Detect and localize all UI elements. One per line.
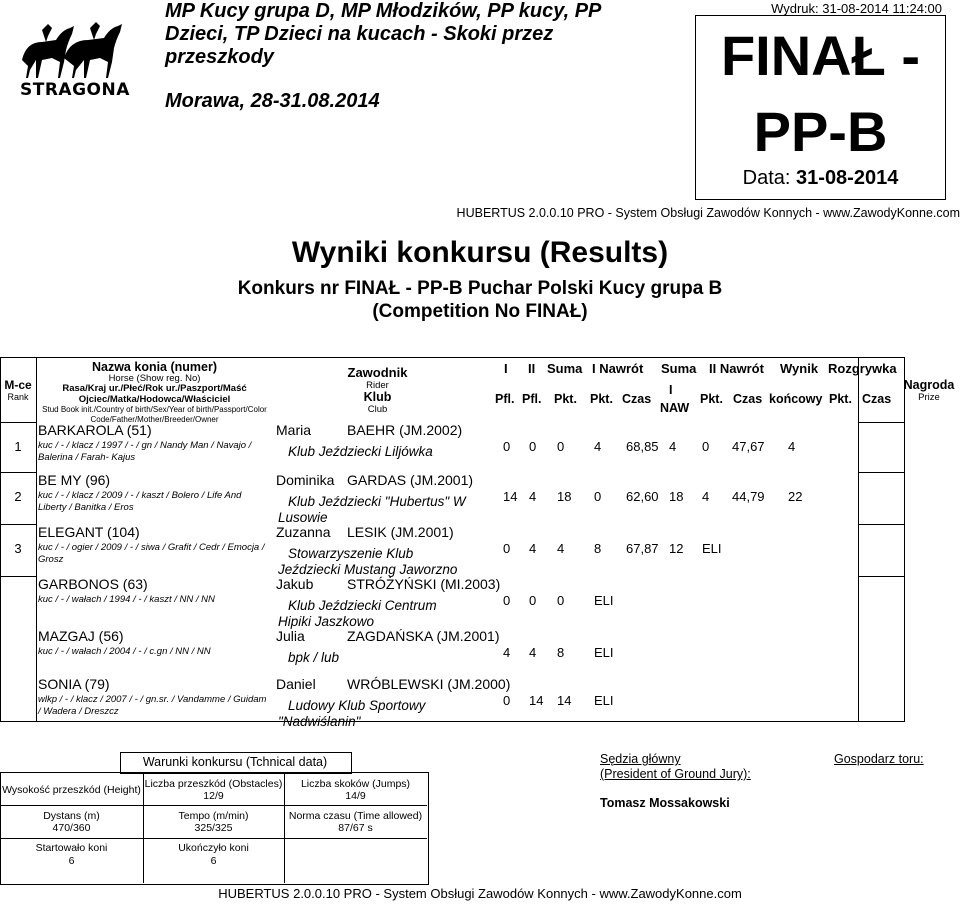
row-club: Klub Jeździecki Centrum Hipiki Jaszkowo <box>278 598 437 629</box>
row-rider-last-name: LESIK (JM.2001) <box>347 524 454 540</box>
table-border-prize <box>858 357 859 721</box>
row-rider-first-name: Jakub <box>276 576 314 592</box>
obstacles-label: Liczba przeszkód (Obstacles) <box>144 778 283 790</box>
started-label: Startowało koni <box>35 842 108 854</box>
col-wynik: Wynik <box>780 361 819 376</box>
col-pkt1: Pkt. <box>554 392 577 406</box>
row-value: 47,67 <box>732 439 765 454</box>
jumps-value: 14/9 <box>345 790 366 802</box>
row-sep-1-prize <box>858 472 904 473</box>
col-pfl1: Pfl. <box>495 392 515 406</box>
row-sep-3-prize <box>858 576 904 577</box>
logo-text: STRAGONA <box>20 80 130 100</box>
row-value: ELI <box>594 693 614 708</box>
height-label: Wysokość przeszkód (Height) <box>2 784 141 796</box>
final-title <box>696 26 945 162</box>
final-date <box>696 167 945 190</box>
distance-label: Dystans (m) <box>43 810 100 822</box>
row-value: ELI <box>594 593 614 608</box>
row-club: Stowarzyszenie Klub Jeździecki Mustang Jaworzno <box>278 546 458 577</box>
row-rider-last-name: STRÓŻYŃSKI (MI.2003) <box>347 576 501 592</box>
final-title-line2: PP-B <box>753 100 888 163</box>
date-label: Data: <box>742 167 791 189</box>
col-rider-en: Rider <box>366 380 389 391</box>
row-horse-info: wlkp / - / klacz / 2007 / - / gn.sr. / Vandamme / Guidam / Wadera / Dreszcz <box>38 694 267 717</box>
col-czas3: Czas <box>862 392 892 406</box>
software-info-top: HUBERTUS 2.0.0.10 PRO - System Obsługi Zawodów Konnych - www.ZawodyKonne.com <box>456 206 960 220</box>
row-rider-last-name: GARDAS (JM.2001) <box>347 472 474 488</box>
row-horse-name: BARKAROLA (51) <box>38 422 152 438</box>
row-sep-3 <box>0 576 36 577</box>
row-horse-info: kuc / - / wałach / 2004 / - / c.gn / NN / NN <box>38 646 211 657</box>
row-rider-first-name: Daniel <box>276 676 316 692</box>
rank-header-sep <box>0 422 36 423</box>
row-value: 18 <box>557 489 572 504</box>
col-pkt3: Pkt. <box>700 392 723 406</box>
prize-header-sep <box>858 422 904 423</box>
col-czas1: Czas <box>622 392 652 406</box>
event-place: Morawa, 28-31.08.2014 <box>165 90 380 112</box>
time-allowed-value: 87/67 s <box>338 822 373 834</box>
course-designer-label: Gospodarz toru: <box>834 752 924 766</box>
row-value: 67,87 <box>626 541 659 556</box>
col-horse-line3: Ojciec/Matka/Hodowca/Właściciel <box>78 394 231 405</box>
col-club: Klub <box>363 390 392 404</box>
judge-name: Tomasz Mossakowski <box>600 796 730 810</box>
row-rank: 1 <box>14 439 22 454</box>
table-border-left <box>0 357 1 721</box>
row-rider-last-name: WRÓBLEWSKI (JM.2000) <box>347 676 511 692</box>
col-rank-en: Rank <box>7 392 29 402</box>
row-rider-first-name: Julia <box>276 628 305 644</box>
date-value: 31-08-2014 <box>796 167 899 189</box>
row-value: 14 <box>557 693 572 708</box>
row-sep-2-prize <box>858 524 904 525</box>
row-value: 4 <box>557 541 565 556</box>
row-club: bpk / lub <box>288 650 340 665</box>
row-rider-first-name: Dominika <box>276 472 335 488</box>
row-horse-info: kuc / - / wałach / 1994 / - / kaszt / NN / NN <box>38 594 215 605</box>
results-subtitle: Konkurs nr FINAŁ - PP-B Puchar Polski Kucy grupa B <box>237 278 723 299</box>
row-horse-name: ELEGANT (104) <box>38 524 140 540</box>
row-value: 0 <box>702 439 710 454</box>
col-ii-nawrot: II Nawrót <box>709 361 764 376</box>
row-value: 0 <box>557 439 565 454</box>
row-value: ELI <box>594 645 614 660</box>
jumps-label: Liczba skoków (Jumps) <box>300 778 411 790</box>
row-rank: 2 <box>14 489 22 504</box>
row-horse-name: GARBONOS (63) <box>38 576 148 592</box>
event-title: MP Kucy grupa D, MP Młodzików, PP kucy, PP Dzieci, TP Dzieci na kucach - Skoki przez przeszkody <box>165 0 601 68</box>
col-horse: Nazwa konia (numer) <box>91 360 218 374</box>
row-value: 4 <box>594 439 602 454</box>
row-value: ELI <box>702 541 722 556</box>
row-value: 0 <box>557 593 565 608</box>
col-i-nawrot: I Nawrót <box>592 361 644 376</box>
col-club-en: Club <box>367 404 388 415</box>
distance-value: 470/360 <box>52 822 91 834</box>
col-prize-en: Prize <box>918 392 940 403</box>
col-round2: II <box>528 361 536 376</box>
row-horse-info: kuc / - / ogier / 2009 / - / siwa / Grafit / Cedr / Emocja / Grosz <box>38 542 265 565</box>
row-value: 68,85 <box>626 439 659 454</box>
row-value: 44,79 <box>732 489 765 504</box>
final-box <box>695 15 946 200</box>
col-suma: Suma <box>547 361 583 376</box>
row-value: 4 <box>503 645 511 660</box>
col-rank: M-ce <box>4 378 32 392</box>
horses-logo-icon <box>12 20 142 82</box>
row-horse-name: BE MY (96) <box>38 472 111 488</box>
row-club: Klub Jeździecki "Hubertus" W Lusowie <box>278 494 466 525</box>
conditions-row-sep-2 <box>0 838 427 839</box>
row-club: Ludowy Klub Sportowy "Nadwiślanin" <box>278 698 426 729</box>
row-sep-1 <box>0 472 36 473</box>
results-subtitle-competition: (Competition No FINAŁ) <box>372 301 588 322</box>
row-rider-first-name: Zuzanna <box>276 524 331 540</box>
row-club: Klub Jeździecki Liljówka <box>288 444 433 459</box>
final-title-line1: FINAŁ - <box>720 24 921 87</box>
row-value: 4 <box>702 489 710 504</box>
row-horse-name: MAZGAJ (56) <box>38 628 124 644</box>
row-horse-info: kuc / - / klacz / 1997 / - / gn / Nandy Man / Navajo / Balerina / Farah- Kajus <box>38 440 252 463</box>
col-horse-line4: Stud Book init./Country of birth/Sex/Year of birth/Passport/Color <box>42 405 267 414</box>
conditions-row-sep-1 <box>0 805 427 806</box>
col-prize: Nagroda <box>903 378 955 392</box>
row-value: 4 <box>669 439 677 454</box>
row-rider-last-name: ZAGDAŃSKA (JM.2001) <box>347 628 500 644</box>
row-value: 0 <box>503 693 511 708</box>
row-value: 0 <box>503 593 511 608</box>
row-value: 0 <box>529 439 537 454</box>
judge-label: Sędzia główny <box>600 752 681 766</box>
judge-label-en: (President of Ground Jury): <box>600 767 751 781</box>
col-i-naw-2: NAW <box>660 401 690 415</box>
row-rider-last-name: BAEHR (JM.2002) <box>347 422 463 438</box>
row-value: 0 <box>503 541 511 556</box>
col-pkt2: Pkt. <box>590 392 613 406</box>
table-top-border <box>0 357 905 358</box>
col-i-naw-1: I <box>669 383 673 397</box>
results-title: Wyniki konkursu (Results) <box>291 236 669 269</box>
tempo-label: Tempo (m/min) <box>178 810 249 822</box>
row-value: 62,60 <box>626 489 659 504</box>
col-pkt4: Pkt. <box>829 392 852 406</box>
col-horse-line5: Code/Father/Mother/Breeder/Owner <box>90 415 219 424</box>
finished-value: 6 <box>210 855 217 867</box>
row-horse-info: kuc / - / klacz / 2009 / - / kaszt / Bolero / Life And Liberty / Banitka / Eros <box>38 490 242 513</box>
software-info-footer: HUBERTUS 2.0.0.10 PRO - System Obsługi Zawodów Konnych - www.ZawodyKonne.com <box>218 886 742 901</box>
row-value: 0 <box>594 489 602 504</box>
row-value: 4 <box>529 645 537 660</box>
row-value: 8 <box>557 645 565 660</box>
time-allowed-label: Norma czasu (Time allowed) <box>288 810 423 822</box>
row-value: 4 <box>788 439 796 454</box>
table-border-right <box>904 357 905 721</box>
row-value: 0 <box>503 439 511 454</box>
tempo-value: 325/325 <box>194 822 233 834</box>
row-value: 12 <box>669 541 684 556</box>
row-value: 4 <box>529 489 537 504</box>
row-value: 22 <box>788 489 803 504</box>
started-value: 6 <box>68 855 75 867</box>
row-sep-2 <box>0 524 36 525</box>
row-value: 0 <box>529 593 537 608</box>
col-suma2: Suma <box>661 361 697 376</box>
row-value: 4 <box>529 541 537 556</box>
col-round1: I <box>504 361 508 376</box>
finished-label: Ukończyło koni <box>178 842 249 854</box>
col-czas2: Czas <box>733 392 763 406</box>
row-value: 14 <box>529 693 544 708</box>
row-rank: 3 <box>14 541 22 556</box>
col-rozgrywka: Rozgrywka <box>828 361 897 376</box>
conditions-title: Warunki konkursu (Tchnical data) <box>142 755 328 769</box>
print-timestamp: Wydruk: 31-08-2014 11:24:00 <box>771 1 942 16</box>
obstacles-value: 12/9 <box>203 790 224 802</box>
col-horse-line2: Rasa/Kraj ur./Płeć/Rok ur./Paszport/Maść <box>62 383 247 394</box>
col-horse-en: Horse (Show reg. No) <box>108 373 201 384</box>
col-koncowy: końcowy <box>769 392 823 406</box>
row-value: 8 <box>594 541 602 556</box>
col-rider: Zawodnik <box>347 365 408 380</box>
row-horse-name: SONIA (79) <box>38 676 110 692</box>
row-rider-first-name: Maria <box>276 422 312 438</box>
row-value: 14 <box>503 489 518 504</box>
col-pfl2: Pfl. <box>522 392 542 406</box>
row-value: 18 <box>669 489 684 504</box>
